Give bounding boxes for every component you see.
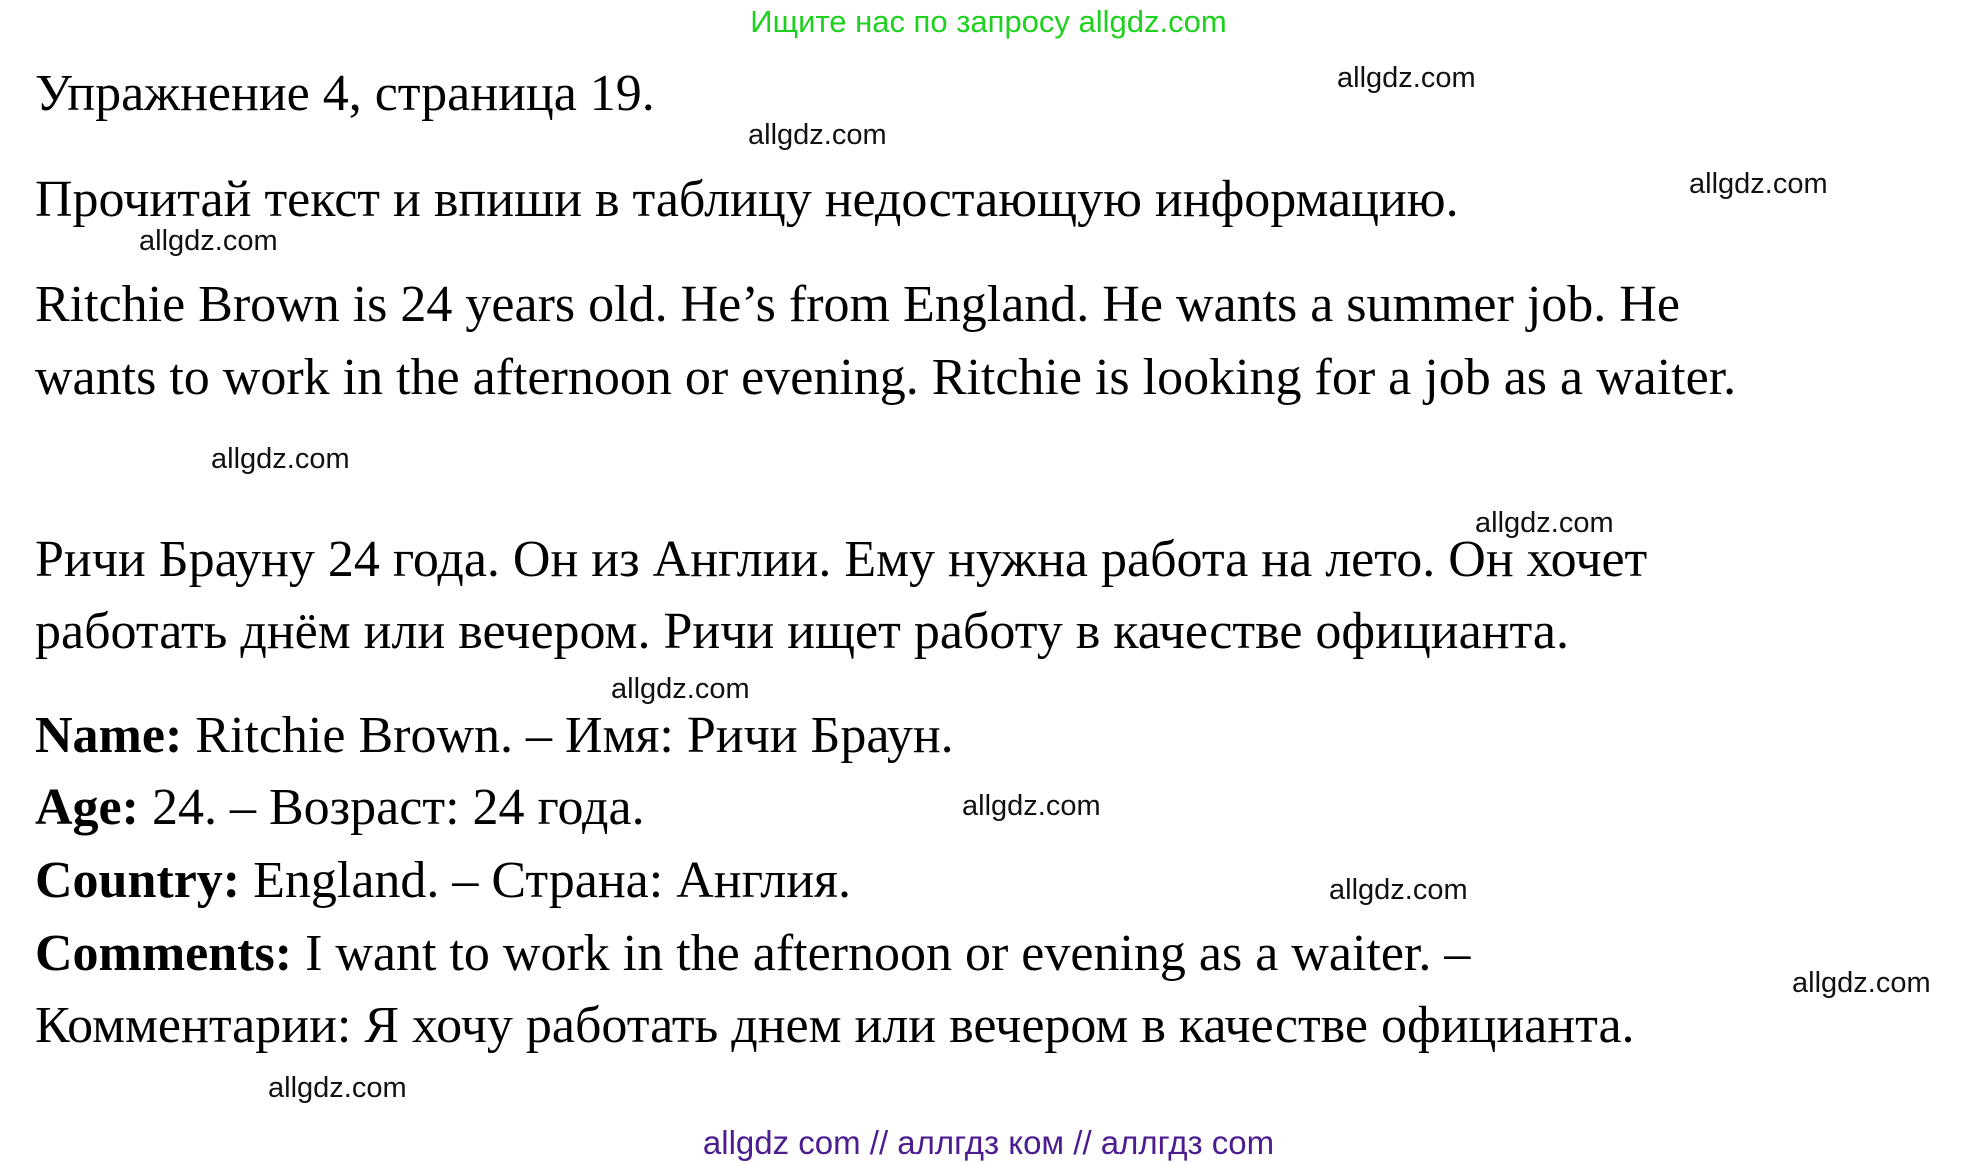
answer-country [35, 851, 851, 911]
footer-watermark: allgdz com // аллгдз ком // аллгдз com [702, 1124, 1275, 1161]
watermark: allgdz.com [1689, 168, 1828, 200]
search-banner: Ищите нас по запросу allgdz.com [750, 4, 1227, 39]
watermark: allgdz.com [748, 119, 887, 151]
name-label: Name: [35, 707, 183, 764]
watermark: allgdz.com [211, 443, 350, 475]
russian-text-line-1: Ричи Брауну 24 года. Он из Англии. Ему нужна работа на лето. Он хочет [35, 531, 1648, 588]
country-label: Country: [35, 852, 241, 909]
answer-comments-translation: Комментарии: Я хочу работать днем или вечером в качестве официанта. [35, 997, 1635, 1054]
watermark: allgdz.com [268, 1072, 407, 1104]
age-label: Age: [35, 779, 139, 836]
answer-age [35, 778, 645, 838]
watermark: allgdz.com [1475, 507, 1614, 539]
watermark: allgdz.com [962, 790, 1101, 822]
watermark: allgdz.com [1329, 874, 1468, 906]
name-value: Ritchie Brown. – Имя: Ричи Браун. [182, 707, 954, 764]
comments-value: I want to work in the afternoon or evening as a waiter. – [292, 925, 1471, 982]
comments-label: Comments: [35, 925, 293, 982]
country-value: England. – Страна: Англия. [240, 852, 851, 909]
watermark: allgdz.com [139, 225, 278, 257]
task-instruction: Прочитай текст и впиши в таблицу недостающую информацию. [35, 171, 1459, 228]
age-value: 24. – Возраст: 24 года. [138, 779, 645, 836]
exercise-title: Упражнение 4, страница 19. [35, 65, 655, 122]
answer-name [35, 706, 954, 766]
watermark: allgdz.com [1792, 967, 1931, 999]
russian-text-line-2: работать днём или вечером. Ричи ищет работу в качестве официанта. [35, 603, 1569, 660]
watermark: allgdz.com [1337, 62, 1476, 94]
watermark: allgdz.com [611, 673, 750, 705]
answer-comments [35, 924, 1470, 984]
english-text-line-2: wants to work in the afternoon or evening. Ritchie is looking for a job as a waiter. [35, 349, 1737, 406]
english-text-line-1: Ritchie Brown is 24 years old. He’s from England. He wants a summer job. He [35, 276, 1680, 333]
